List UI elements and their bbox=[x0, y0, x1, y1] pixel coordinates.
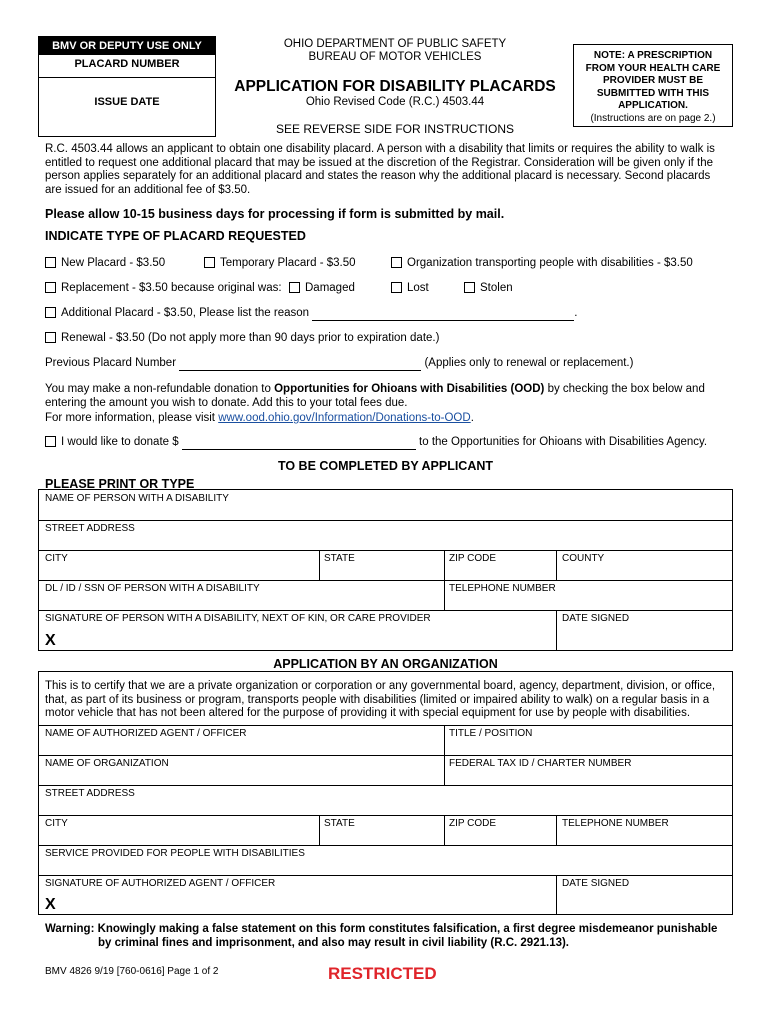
org-street-field[interactable]: STREET ADDRESS bbox=[45, 788, 135, 799]
print-or-type-label: PLEASE PRINT OR TYPE bbox=[45, 477, 195, 491]
org-date-signed-field[interactable]: DATE SIGNED bbox=[562, 878, 630, 889]
donate-checkbox[interactable] bbox=[45, 436, 56, 447]
revised-code: Ohio Revised Code (R.C.) 4503.44 bbox=[305, 96, 485, 108]
lost-label: Lost bbox=[407, 282, 429, 294]
additional-placard-label: Additional Placard - $3.50, Please list the reason bbox=[61, 307, 310, 319]
damaged-checkbox[interactable] bbox=[289, 282, 300, 293]
applicant-state-field[interactable]: STATE bbox=[324, 553, 355, 564]
organization-certification-text: This is to certify that we are a private organization or corporation or any governmental board, agency, department, division, or office, that, as part of its business or program, transports people with disabilities (limited or impaired ability to walk) on a regular basis in a motor vehicle that has not been altered for the purpose of providing it with special equipment for use by people with disabilities. bbox=[45, 680, 716, 719]
renewal-checkbox[interactable] bbox=[45, 332, 56, 343]
new-placard-checkbox[interactable] bbox=[45, 257, 56, 268]
org-service-field[interactable]: SERVICE PROVIDED FOR PEOPLE WITH DISABILITIES bbox=[45, 848, 305, 859]
falsification-warning: Warning: Knowingly making a false statement on this form constitutes falsification, a first degree misdemeanor punishable by criminal fines and imprisonment, and also may result in civil liability (R.C. 2921.13). bbox=[45, 923, 718, 949]
processing-time-notice: Please allow 10-15 business days for processing if form is submitted by mail. bbox=[45, 207, 505, 221]
placard-number-label: PLACARD NUMBER bbox=[74, 58, 180, 70]
applicant-county-field[interactable]: COUNTY bbox=[562, 553, 605, 564]
previous-placard-field[interactable] bbox=[179, 358, 421, 371]
donation-amount-field[interactable] bbox=[182, 437, 416, 450]
applicant-zip-field[interactable]: ZIP CODE bbox=[449, 553, 497, 564]
applicant-street-field[interactable]: STREET ADDRESS bbox=[45, 523, 135, 534]
applicant-phone-field[interactable]: TELEPHONE NUMBER bbox=[449, 583, 556, 594]
organization-info-table bbox=[38, 671, 733, 915]
applicant-city-field[interactable]: CITY bbox=[45, 553, 68, 564]
new-placard-label: New Placard - $3.50 bbox=[61, 257, 166, 269]
issue-date-label: ISSUE DATE bbox=[94, 96, 160, 108]
temporary-placard-label: Temporary Placard - $3.50 bbox=[220, 257, 356, 269]
additional-reason-field[interactable] bbox=[312, 308, 574, 321]
applicant-dl-field[interactable]: DL / ID / SSN OF PERSON WITH A DISABILITY bbox=[45, 583, 260, 594]
renewal-label: Renewal - $3.50 (Do not apply more than 90 days prior to expiration date.) bbox=[61, 332, 440, 344]
restricted-stamp: RESTRICTED bbox=[328, 964, 437, 983]
see-reverse-instructions: SEE REVERSE SIDE FOR INSTRUCTIONS bbox=[275, 122, 515, 136]
applicant-name-field[interactable]: NAME OF PERSON WITH A DISABILITY bbox=[45, 493, 229, 504]
previous-placard-label: Previous Placard Number bbox=[45, 357, 177, 369]
prescription-note-box: NOTE: A PRESCRIPTION FROM YOUR HEALTH CARE PROVIDER MUST BE SUBMITTED WITH THIS APPLICATION. (Instructions are on page 2.) bbox=[573, 44, 733, 127]
lost-checkbox[interactable] bbox=[391, 282, 402, 293]
applicant-section-heading: TO BE COMPLETED BY APPLICANT bbox=[277, 459, 494, 473]
org-signature-field[interactable]: SIGNATURE OF AUTHORIZED AGENT / OFFICER bbox=[45, 878, 276, 889]
department-name: OHIO DEPARTMENT OF PUBLIC SAFETY bbox=[283, 38, 507, 50]
donation-paragraph: You may make a non-refundable donation to Opportunities for Ohioans with Disabilities (OOD) by checking the box below and entering the amount you wish to donate. Add this to your total fees due. For more information, please visit www.ood.ohio.gov/Information/Donations-to-OOD. bbox=[45, 383, 705, 424]
placard-type-heading: INDICATE TYPE OF PLACARD REQUESTED bbox=[45, 229, 306, 243]
applicant-signature-field[interactable]: SIGNATURE OF PERSON WITH A DISABILITY, NEXT OF KIN, OR CARE PROVIDER bbox=[45, 613, 431, 624]
bmv-use-only-box bbox=[38, 36, 216, 137]
replacement-checkbox[interactable] bbox=[45, 282, 56, 293]
ood-donation-link[interactable]: www.ood.ohio.gov/Information/Donations-to-OOD bbox=[218, 412, 471, 424]
organization-placard-label: Organization transporting people with disabilities - $3.50 bbox=[407, 257, 693, 269]
organization-placard-checkbox[interactable] bbox=[391, 257, 402, 268]
damaged-label: Damaged bbox=[305, 282, 355, 294]
bureau-name: BUREAU OF MOTOR VEHICLES bbox=[308, 51, 482, 63]
org-state-field[interactable]: STATE bbox=[324, 818, 355, 829]
org-phone-field[interactable]: TELEPHONE NUMBER bbox=[562, 818, 669, 829]
applicant-info-table bbox=[38, 489, 733, 651]
org-signature-x: X bbox=[45, 896, 56, 913]
replacement-label: Replacement - $3.50 because original was: bbox=[61, 282, 282, 294]
org-title-field[interactable]: TITLE / POSITION bbox=[449, 728, 533, 739]
temporary-placard-checkbox[interactable] bbox=[204, 257, 215, 268]
donate-label: I would like to donate $ bbox=[61, 436, 179, 448]
org-zip-field[interactable]: ZIP CODE bbox=[449, 818, 497, 829]
previous-placard-note: (Applies only to renewal or replacement.) bbox=[424, 357, 634, 369]
form-title: APPLICATION FOR DISABILITY PLACARDS bbox=[234, 78, 556, 95]
applicant-date-signed-field[interactable]: DATE SIGNED bbox=[562, 613, 630, 624]
intro-paragraph: R.C. 4503.44 allows an applicant to obtain one disability placard. A person with a disability that limits or requires the ability to walk is entitled to request one additional placard that may be issued at the discretion of the Registrar. Consideration will be given only if the person applies separately for an additional placard and states the reason why the additional placard is necessary. Second placards are issued for an additional fee of $3.50. bbox=[45, 143, 715, 196]
donate-tail-text: to the Opportunities for Ohioans with Disabilities Agency. bbox=[419, 436, 708, 448]
org-city-field[interactable]: CITY bbox=[45, 818, 68, 829]
applicant-signature-x: X bbox=[45, 632, 56, 649]
form-identifier: BMV 4826 9/19 [760-0616] Page 1 of 2 bbox=[45, 966, 219, 977]
additional-placard-checkbox[interactable] bbox=[45, 307, 56, 318]
org-name-field[interactable]: NAME OF ORGANIZATION bbox=[45, 758, 169, 769]
organization-section-heading: APPLICATION BY AN ORGANIZATION bbox=[273, 657, 498, 671]
org-agent-field[interactable]: NAME OF AUTHORIZED AGENT / OFFICER bbox=[45, 728, 247, 739]
bmv-use-only-header: BMV OR DEPUTY USE ONLY bbox=[39, 37, 215, 55]
stolen-checkbox[interactable] bbox=[464, 282, 475, 293]
stolen-label: Stolen bbox=[480, 282, 513, 294]
org-tax-id-field[interactable]: FEDERAL TAX ID / CHARTER NUMBER bbox=[449, 758, 632, 769]
